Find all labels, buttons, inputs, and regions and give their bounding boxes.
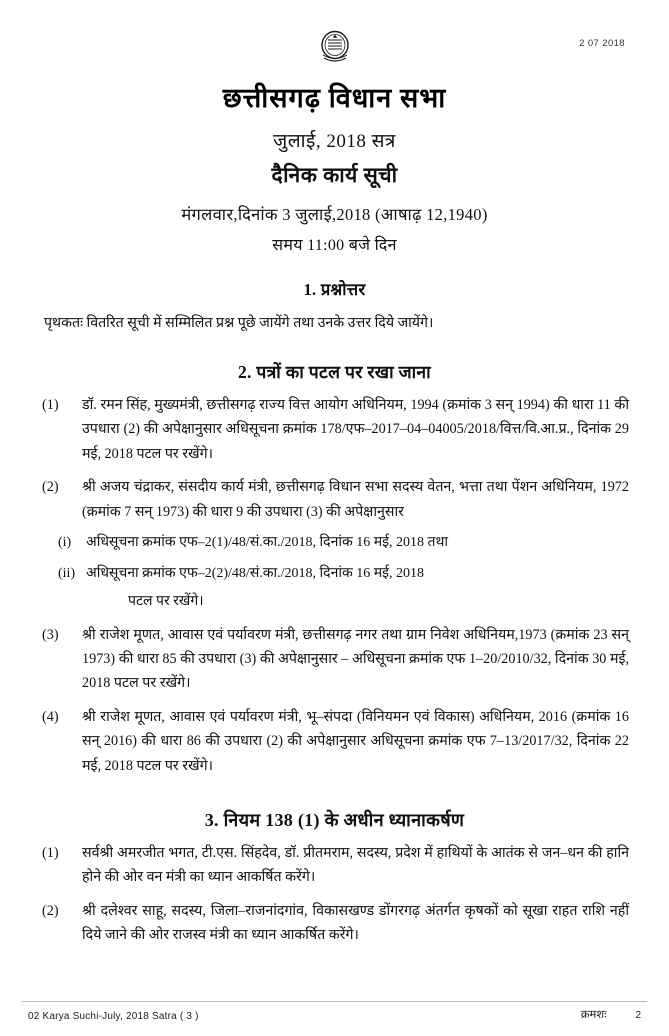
section-paragraph-question-hour: पृथकतः वितरित सूची में सम्मिलित प्रश्न पूछे जायेंगे तथा उनके उत्तर दिये जायेंगे।: [44, 315, 434, 331]
footer-continued-text: क्रमशः: [580, 1009, 607, 1021]
footer-continued-label: [581, 1007, 641, 1022]
document-title: दैनिक कार्य सूची: [271, 163, 398, 187]
item-text: श्री दलेश्वर साहू, सदस्य, जिला–राजनांदगांव, विकासखण्ड डोंगरगढ़ अंतर्गत कृषकों को सूखा राहत राशि नहीं दिये जाने की ओर राजस्व मंत्री का ध्यान आकर्षित करेंगे।: [82, 902, 629, 944]
list-item: [40, 899, 629, 948]
list-item: [40, 475, 629, 524]
item-text: श्री राजेश मूणत, आवास एवं पर्यावरण मंत्री, छत्तीसगढ़ नगर तथा ग्राम निवेश अधिनियम,1973 (क्रमांक 23 सन् 1973) की धारा 85 की उपधारा (3) की अपेक्षानुसार – अधिसूचना क्रमांक एफ 1–20/2010/32, दिनांक 30 मई, 2018 पटल पर रखेंगे।: [82, 626, 629, 692]
item-text: श्री अजय चंद्राकर, संसदीय कार्य मंत्री, छत्तीसगढ़ विधान सभा सदस्य वेतन, भत्ता तथा पेंशन अधिनियम, 1972 (क्रमांक 7 सन् 1973) की धारा 9 की उपधारा (3) की अपेक्षानुसार: [82, 479, 629, 520]
item-text: डॉ. रमन सिंह, मुख्यमंत्री, छत्तीसगढ़ राज्य वित्त आयोग अधिनियम, 1994 (क्रमांक 3 सन् 1994) की धारा 11 की उपधारा (2) की अपेक्षानुसार अधिसूचना क्रमांक 178/एफ–2017–04–04005/2018/वित्त/वि.आ.प्र., दिनांक 29 मई, 2018 पटल पर रखेंगे।: [82, 397, 629, 462]
item-number: (1): [42, 397, 59, 413]
emblem-container: [40, 28, 629, 70]
footer-file-reference: 02 Karya Suchi-July, 2018 Satra ( 3 ): [28, 1011, 199, 1022]
item-number: (2): [42, 902, 59, 919]
subitem-number: (ii): [58, 565, 76, 581]
list-item: [40, 841, 629, 890]
section-heading-papers-laid: 2. पत्रों का पटल पर रखा जाना: [238, 362, 431, 382]
list-item: [40, 623, 629, 696]
footer-page-number: 2: [635, 1010, 641, 1021]
list-item: [40, 393, 629, 466]
chhattisgarh-vidhan-sabha-emblem-icon: [317, 28, 353, 66]
subitem-text: अधिसूचना क्रमांक एफ–2(1)/48/सं.का./2018, दिनांक 16 मई, 2018 तथा: [86, 535, 449, 551]
page-title: छत्तीसगढ़ विधान सभा: [222, 83, 447, 113]
item-number: (2): [42, 479, 59, 496]
section-heading-question-hour: 1. प्रश्नोत्तर: [303, 280, 366, 299]
footer-divider: [22, 1001, 647, 1002]
subitem-number: (i): [58, 535, 72, 551]
session-label: जुलाई, 2018 सत्र: [273, 131, 396, 152]
top-date-stamp: 2 07 2018: [579, 38, 625, 49]
subitem-text: अधिसूचना क्रमांक एफ–2(2)/48/सं.का./2018, दिनांक 16 मई, 2018: [86, 565, 425, 581]
sub-list-item: [40, 531, 629, 555]
item-continuation-text: पटल पर रखेंगे।: [128, 593, 204, 609]
item-number: (1): [42, 845, 59, 862]
item-number: (3): [42, 626, 59, 643]
sub-list-item: [40, 562, 629, 586]
section-heading-calling-attention: 3. नियम 138 (1) के अधीन ध्यानाकर्षण: [204, 810, 465, 831]
item-number: (4): [42, 708, 59, 725]
sitting-date: मंगलवार,दिनांक 3 जुलाई,2018 (आषाढ़ 12,1940): [181, 205, 488, 224]
page-footer: [0, 1007, 669, 1022]
list-item: [40, 705, 629, 778]
item-text: सर्वश्री अमरजीत भगत, टी.एस. सिंहदेव, डॉ. प्रीतमराम, सदस्य, प्रदेश में हाथियों के आतंक से जन–धन की हानि होने की ओर वन मंत्री का ध्यान आकर्षित करेंगे।: [82, 845, 629, 886]
item-text: श्री राजेश मूणत, आवास एवं पर्यावरण मंत्री, भू–संपदा (विनियमन एवं विकास) अधिनियम, 2016 (क्रमांक 16 सन् 2016) की धारा 86 की उपधारा (2) की अपेक्षानुसार अधिसूचना क्रमांक एफ 7–13/2017/32, दिनांक 22 मई, 2018 पटल पर रखेंगे।: [82, 708, 629, 774]
sitting-time: समय 11:00 बजे दिन: [272, 237, 397, 254]
